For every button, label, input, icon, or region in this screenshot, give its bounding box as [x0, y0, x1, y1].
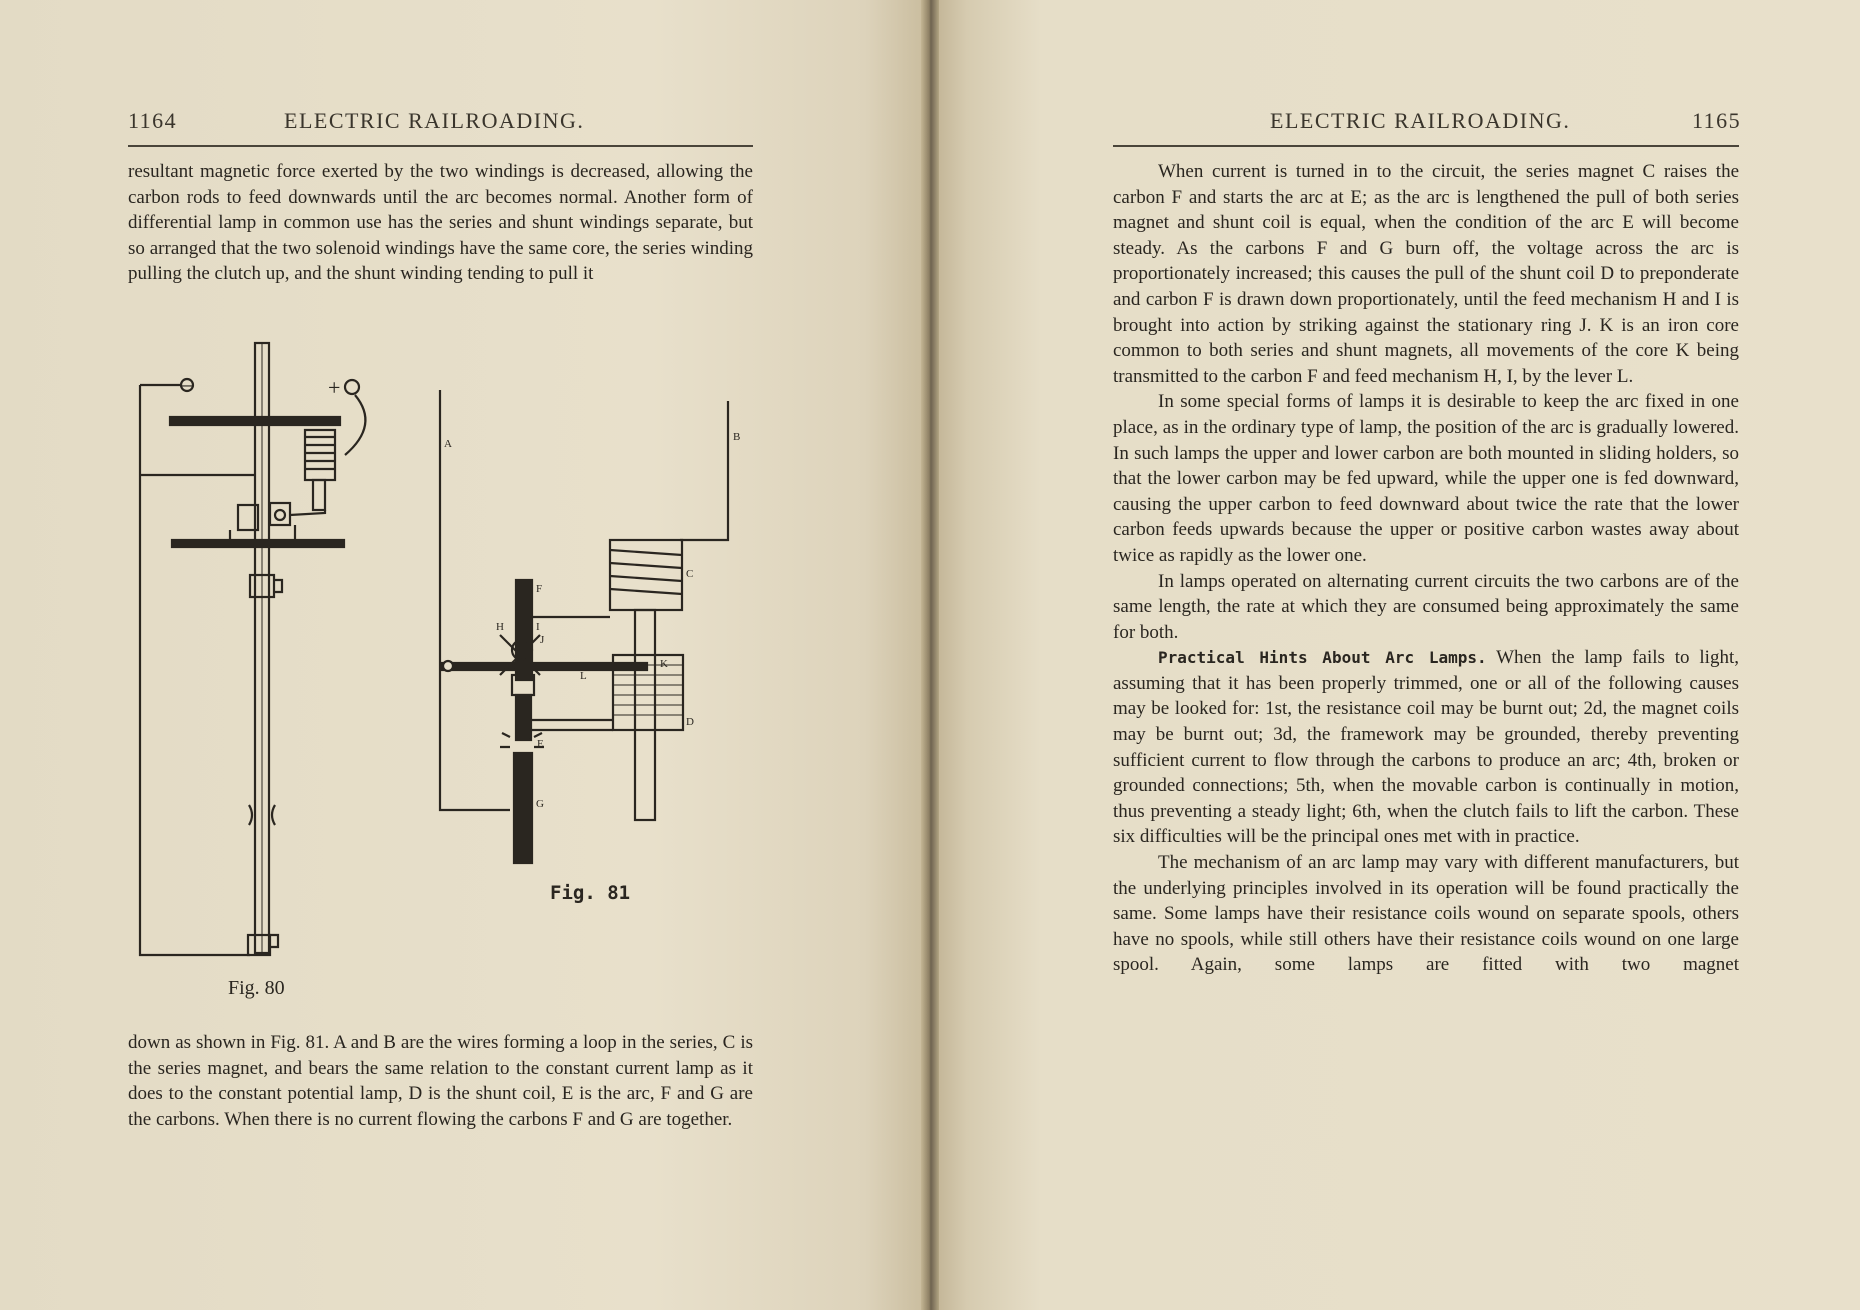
practical-hints-heading: Practical Hints About Arc Lamps. — [1158, 648, 1487, 668]
left-top-paragraph — [128, 159, 753, 287]
right-paragraph-5: The mechanism of an arc lamp may vary with different manufacturers, but the underlying principles involved in its operation will be found practically the same. Some lamps have their resistance coils wound on separate spools, others have no spools, while still others have their resistance coils wound on one large spool. Again, some lamps are fitted with two magnet — [1113, 852, 1739, 976]
left-header-rule — [128, 145, 753, 147]
right-body-text — [1113, 159, 1739, 978]
right-page-number: 1165 — [1692, 108, 1742, 133]
right-header-rule — [1113, 145, 1739, 147]
figure-80-diagram — [130, 335, 390, 975]
fig81-label-E: E — [537, 738, 544, 750]
right-paragraph-1: When current is turned in to the circuit, the series magnet C raises the carbon F and starts the arc at E; as the arc is lengthened the pull of both series magnet and shunt coil is equal, when the condition of the arc E will become steady. As the carbons F and G burn off, the voltage across the arc is proportionately increased; this causes the pull of the shunt coil D to preponderate and carbon F is drawn down proportionately, until the feed mechanism H and I is brought into action by striking against the stationary ring J. K is an iron core common to both series and shunt magnets, all movements of the core K being transmitted to the carbon F and feed mechanism H, I, by the lever L. — [1113, 161, 1739, 387]
fig81-label-G: G — [536, 798, 544, 810]
fig81-label-J: J — [540, 634, 545, 646]
right-paragraph-4 — [1113, 645, 1739, 850]
right-running-head: ELECTRIC RAILROADING. — [1270, 108, 1571, 133]
left-bottom-text: down as shown in Fig. 81. A and B are the wires forming a loop in the series, C is the series magnet, and bears the same relation to the constant current lamp as it does to the constant potential lamp, D is the shunt coil, E is the arc, F and G are the carbons. When there is no current flowing the carbons F and G are together. — [128, 1032, 753, 1130]
right-page — [930, 0, 1860, 1310]
fig81-label-A: A — [444, 438, 452, 450]
left-page-number: 1164 — [128, 108, 178, 133]
left-top-text: resultant magnetic force exerted by the two windings is decreased, allowing the carbon rods to feed downwards until the arc becomes normal. Another form of differential lamp in common use has the series and shunt windings separate, but so arranged that the two solenoid windings have the same core, the series winding pulling the clutch up, and the shunt winding tending to pull it — [128, 161, 753, 285]
figure-80-caption: Fig. 80 — [228, 977, 285, 999]
fig81-label-L: L — [580, 670, 587, 682]
figure-81-caption: Fig. 81 — [550, 882, 631, 904]
fig80-minus-label: – — [182, 371, 193, 396]
fig81-label-D: D — [686, 716, 694, 728]
fig81-label-C: C — [686, 568, 694, 580]
fig81-label-F: F — [536, 583, 543, 595]
fig80-plus-label: + — [328, 375, 341, 400]
fig81-label-K: K — [660, 658, 668, 670]
fig81-label-I: I — [536, 621, 540, 633]
right-paragraph-3: In lamps operated on alternating current circuits the two carbons are of the same length, the rate at which they are consumed being approximately the same for both. — [1113, 570, 1739, 643]
fig81-label-H: H — [496, 621, 504, 633]
book-gutter — [921, 0, 939, 1310]
left-running-head: ELECTRIC RAILROADING. — [284, 108, 585, 133]
right-paragraph-2: In some special forms of lamps it is desirable to keep the arc fixed in one place, as in the ordinary type of lamp, the position of the arc is gradually lowered. In such lamps the upper and lower carbon are both mounted in sliding holders, so that the lower carbon may be fed upward, while the upper one is fed downward, causing the upper carbon to feed downward about twice the rate that the lower carbon feeds upwards because the upper or positive carbon wastes away about twice as rapidly as the lower one. — [1113, 391, 1739, 566]
figure-81-diagram — [430, 385, 770, 885]
left-bottom-paragraph — [128, 1030, 753, 1132]
fig81-label-B: B — [733, 431, 741, 443]
right-paragraph-4-body: When the lamp fails to light, assuming that it has been properly trimmed, one or all of the following causes may be looked for: 1st, the resistance coil may be burnt out; 2d, the magnet coils may be burnt out; 3d, the framework may be grounded, thereby preventing sufficient current to flow through the carbons to produce an arc; 4th, broken or grounded connections; 5th, when the movable carbon is continually in motion, thus preventing a steady light; 6th, when the clutch fails to lift the carbon. These six difficulties will be the principal ones met with in practice. — [1113, 647, 1739, 848]
